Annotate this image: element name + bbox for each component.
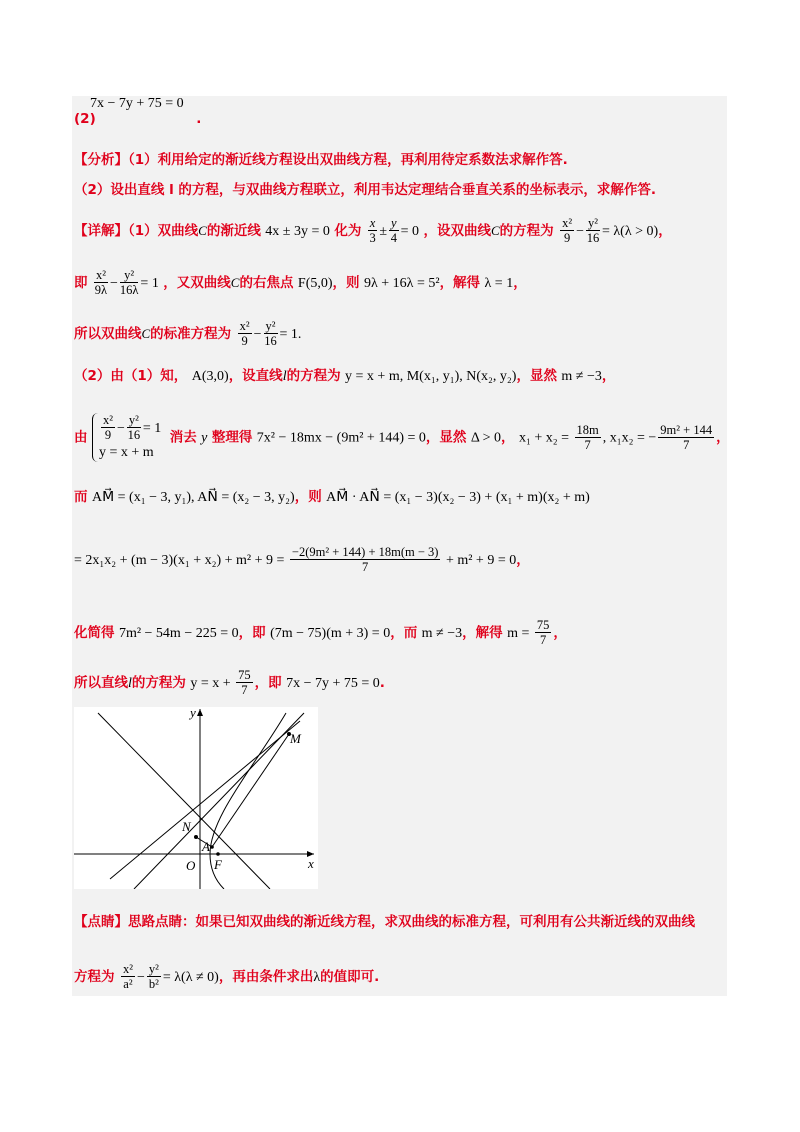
point-N (194, 835, 198, 839)
detail-line-2: 即 $\frac{\text{x²}}{9\lambda}$ − $\frac{\text{y²}}{16\lambda}$ = 1 ，又双曲线C的右焦点 F(5,0)，则 9λ + 16λ = 5²，解得 λ = 1， (74, 268, 527, 298)
frac-x2-9l: $\frac{\text{x²}}{9\lambda}$ (94, 268, 108, 298)
analysis-line-2: （2）设出直线 l 的方程，与双曲线方程联立，利用韦达定理结合垂直关系的坐标表示，求解作答. (74, 182, 657, 198)
line-l (110, 721, 300, 879)
frac-x2-9: $\frac{\text{x²}}{9}$ (562, 216, 573, 246)
detail-line-4: （2）由（1）知， A(3,0)，设直线l的方程为 y = x + m, M(x₁, y₁), N(x₂, y₂)，显然 m ≠ −3， (74, 368, 616, 384)
x-axis-label: x (308, 856, 314, 871)
detail-line-5: 由 $\frac{\text{x²}}{9}$ − $\frac{\text{y²}}{16}$ = 1 y = x + m 消去 y 整理得 7x² − 18mx − (9m² + 144) = 0，显然 Δ > 0， x₁ + x₂ = $\frac{18m}{7}$ , x₁x₂ = − $\frac{\text{9m² + 144}}{7}$ ， (74, 413, 730, 462)
y-axis-arrow (197, 709, 203, 716)
label-O: O (186, 858, 196, 873)
frac-y-4: $\frac{y}{4}$ (390, 216, 397, 246)
part2-label-line: (2) . (74, 111, 202, 127)
detail-line-6: 而 AM⃗ = (x₁ − 3, y₁), AN⃗ = (x₂ − 3, y₂)，则 AM⃗ · AN⃗ = (x₁ − 3)(x₂ − 3) + (x₁ + m)(x₂ + m) (74, 489, 590, 505)
equation-system: $\frac{\text{x²}}{9}$ − $\frac{\text{y²}}{16}$ = 1 y = x + m (92, 413, 161, 462)
label-M: M (290, 731, 301, 746)
frac-x-3: $\frac{x}{3}$ (369, 216, 376, 246)
point-A (210, 845, 214, 849)
segment-AM (212, 734, 289, 847)
detail-line-3: 所以双曲线C的标准方程为 $\frac{\text{x²}}{9}$ − $\frac{\text{y²}}{16}$ = 1. (74, 319, 302, 349)
frac-y2-16-b: $\frac{\text{y²}}{16}$ (264, 319, 277, 349)
tip-line-1: 【点睛】思路点睛：如果已知双曲线的渐近线方程，求双曲线的标准方程，可利用有公共渐近线的双曲线 (74, 914, 695, 930)
hyperbola-figure (74, 707, 318, 889)
frac-x2-9-b: $\frac{\text{x²}}{9}$ (239, 319, 250, 349)
tip-line-2: 方程为 $\frac{\text{x²}}{\text{a²}}$ − $\frac{\text{y²}}{\text{b²}}$ = λ(λ ≠ 0)，再由条件求出λ的值即可. (74, 962, 380, 992)
part2-answer: 7x − 7y + 75 = 0 (90, 96, 184, 111)
detail-line-9: 所以直线l的方程为 y = x + $\frac{75}{7}$ ，即 7x − 7y + 75 = 0. (74, 668, 385, 698)
point-F (216, 852, 220, 856)
analysis-line-1: 【分析】（1）利用给定的渐近线方程设出双曲线方程，再利用待定系数法求解作答. (74, 152, 568, 168)
label-F: F (214, 857, 222, 872)
frac-y2-16l: $\frac{\text{y²}}{16\lambda}$ (119, 268, 139, 298)
asymptote-1 (98, 713, 270, 889)
y-axis-label: y (190, 707, 196, 720)
hyperbola-svg (74, 707, 318, 889)
detail-line-7: = 2x₁x₂ + (m − 3)(x₁ + x₂) + m² + 9 = $\frac{\text{−2(9m² + 144) + 18m(m − 3)}}{7}$ + m² + 9 = 0， (74, 545, 530, 575)
detail-line-1: 【详解】（1）双曲线C的渐近线 4x ± 3y = 0 化为 $\frac{x}{3}$ ± $\frac{y}{4}$ = 0 ，设双曲线C的方程为 $\frac{\text{x²}}{9}$ − $\frac{\text{y²}}{16}$ = λ(λ > 0)， (74, 216, 672, 246)
frac-y2-16: $\frac{\text{y²}}{16}$ (586, 216, 600, 246)
label-N: N (182, 819, 191, 834)
detail-line-8: 化简得 7m² − 54m − 225 = 0，即 (7m − 75)(m + 3) = 0，而 m ≠ −3，解得 m = $\frac{75}{7}$ ， (74, 618, 567, 648)
label-A: A (202, 839, 210, 854)
